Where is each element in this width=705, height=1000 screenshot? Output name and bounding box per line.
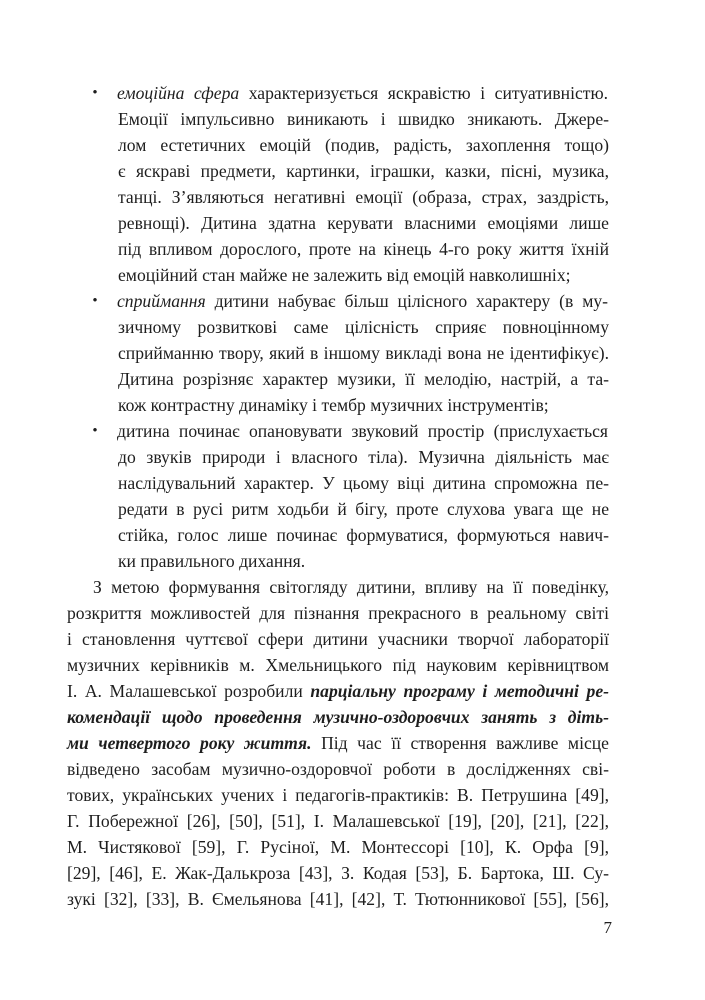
program-title-emphasis: комендації щодо проведення музично-оздоровчих занять з діть-: [67, 707, 609, 727]
bullet-1-line: емоційна сфера характеризується яскравістю і ситуативністю.: [117, 83, 608, 103]
paragraph-line: музичних керівників м. Хмельницького під науковим керівництвом: [67, 655, 609, 675]
paragraph-line: тових, українських учених і педагогів-практиків: В. Петрушина [49],: [67, 785, 609, 805]
bullet-2-line: кож контрастну динаміку і тембр музичних інструментів;: [118, 395, 549, 415]
program-title-emphasis: ми четвертого року життя.: [67, 733, 312, 753]
paragraph-line: М. Чистякової [59], Г. Русіної, М. Монтессорі [10], К. Орфа [9],: [67, 837, 609, 857]
bullet-marker: •: [92, 293, 98, 309]
bullet-marker: •: [92, 85, 98, 101]
bullet-3-line: дитина починає опановувати звуковий простір (прислухається: [117, 421, 608, 441]
bullet-marker: •: [92, 423, 98, 439]
bullet-3-line: редати в русі ритм ходьби й бігу, проте слухова увага ще не: [118, 499, 609, 519]
term-emotional-sphere: емоційна сфера: [117, 83, 240, 103]
page-number: 7: [603, 918, 612, 937]
bullet-2-line: зичному розвиткові саме цілісність сприяє повноцінному: [118, 317, 609, 337]
bullet-1-line: ревнощі). Дитина здатна керувати власними емоціями лише: [118, 213, 609, 233]
bullet-2-line: сприйманню твору, який в іншому викладі вона не ідентифікує).: [118, 343, 609, 363]
paragraph-line: [67, 705, 609, 729]
paragraph-line: відведено засобам музично-оздоровчої роботи в дослідженнях сві-: [67, 759, 609, 779]
bullet-3-line: стійка, голос лише починає формуватися, формуються навич-: [118, 525, 609, 545]
bullet-1-line: Емоції імпульсивно виникають і швидко зникають. Джере-: [118, 109, 609, 129]
bullet-1-line: є яскраві предмети, картинки, іграшки, казки, пісні, музика,: [118, 161, 609, 181]
program-title-emphasis: парціальну програму і методичні ре-: [310, 681, 609, 701]
bullet-1-line: танці. З’являються негативні емоції (образа, страх, заздрість,: [118, 187, 609, 207]
paragraph-line: і становлення чуттєвої сфери дитини учасники творчої лабораторії: [67, 629, 609, 649]
paragraph-line: І. А. Малашевської розробили парціальну програму і методичні ре-: [67, 681, 609, 701]
bullet-3-line: наслідувальний характер. У цьому віці дитина спроможна пе-: [118, 473, 609, 493]
paragraph-line: Г. Побережної [26], [50], [51], І. Малашевської [19], [20], [21], [22],: [67, 811, 609, 831]
bullet-2-line: Дитина розрізняє характер музики, її мелодію, настрій, а та-: [118, 369, 609, 389]
bullet-3-line: ки правильного дихання.: [118, 551, 306, 571]
paragraph-line: З метою формування світогляду дитини, впливу на її поведінку,: [93, 577, 609, 597]
bullet-1-line: лом естетичних емоцій (подив, радість, захоплення тощо): [118, 135, 609, 155]
paragraph-line: розкриття можливостей для пізнання прекрасного в реальному світі: [67, 603, 609, 623]
paragraph-line: зукі [32], [33], В. Ємельянова [41], [42], Т. Тютюнникової [55], [56],: [67, 889, 609, 909]
bullet-2-line: сприймання дитини набуває більш цілісного характеру (в му-: [117, 291, 608, 311]
bullet-3-line: до звуків природи і власного тіла). Музична діяльність має: [118, 447, 609, 467]
bullet-1-line: емоційний стан майже не залежить від емоцій навколишніх;: [118, 265, 571, 285]
paragraph-line: ми четвертого року життя. Під час її створення важливе місце: [67, 733, 609, 753]
term-perception: сприймання: [117, 291, 206, 311]
paragraph-line: [29], [46], Е. Жак-Далькроза [43], З. Кодая [53], Б. Бартока, Ш. Су-: [67, 863, 609, 883]
bullet-1-line: під впливом дорослого, проте на кінець 4-го року життя їхній: [118, 239, 609, 259]
